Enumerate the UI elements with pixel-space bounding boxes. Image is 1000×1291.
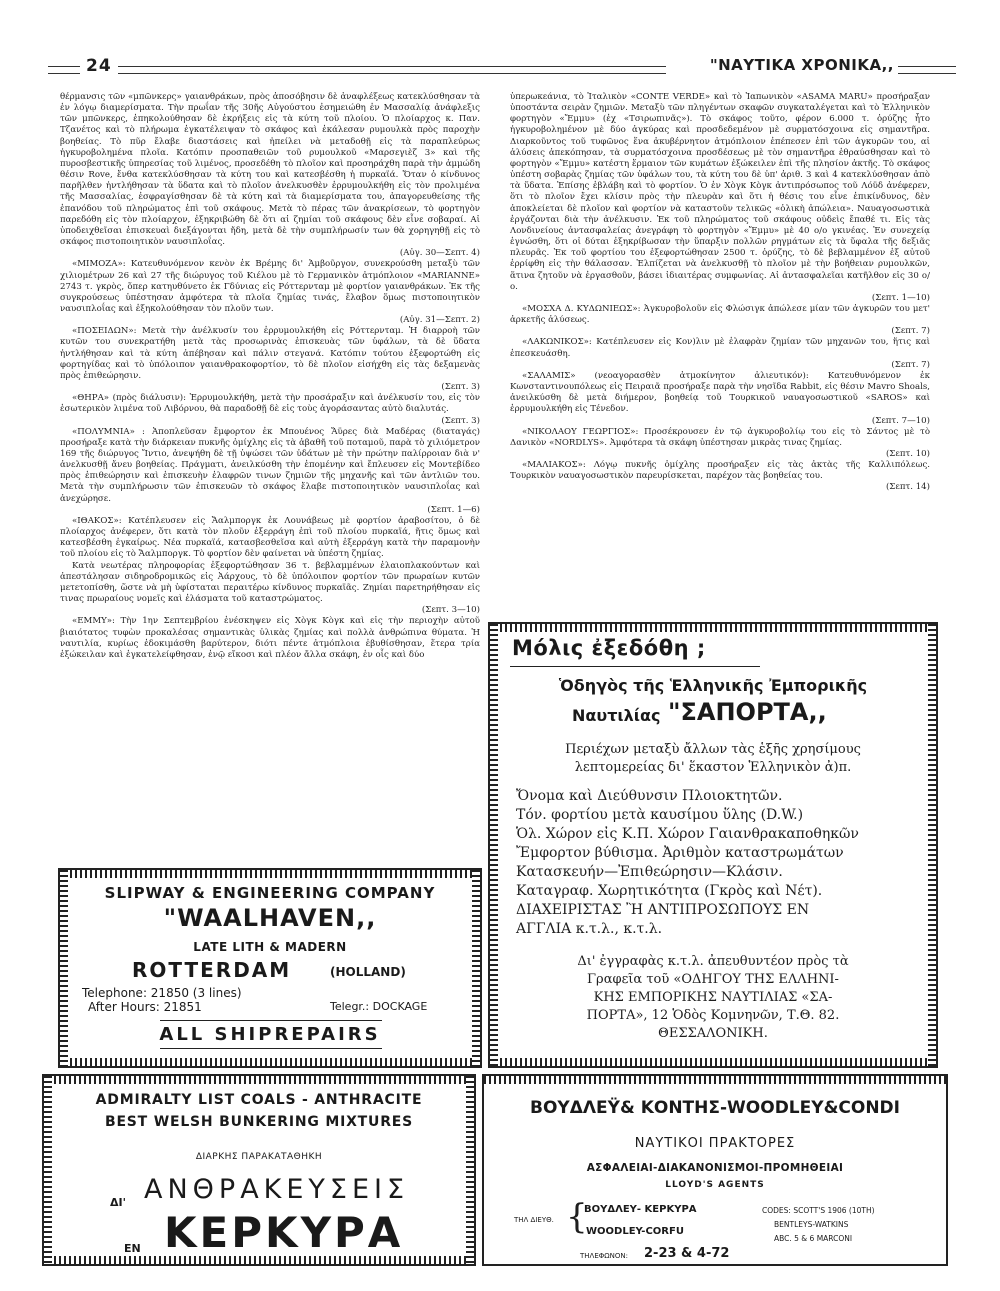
page-number: 24	[86, 56, 112, 76]
article-paragraph	[510, 460, 930, 493]
report-date: (Σεπτ. 7)	[891, 326, 930, 337]
paragraph-text: «ΙΘΑΚΟΣ»: Κατέπλευσεν εἰς Ἄαλμποργκ ἐκ Λουνάβεως μὲ φορτίον ἀραβοσίτου, ὁ δὲ πλοίαρχος ἀνέφερεν, ὅτι κατὰ τὸν πλοῦν ἐξερράγη ἐπὶ τοῦ πλοίου πυρκαϊά, ἥτις ὅμως καὶ κατεσβέσθη ἐγκαίρως. Νέα πυρκαϊά, κατασβεσθεῖσα καὶ αὐτὴ ἐξερράγη κατὰ τὴν παραμονὴν τοῦ πλοίου εἰς τὸ Ἄαλμποργκ. Τὸ φορτίον δὲν φαίνεται νὰ ὑπέστη ζημίας.	[60, 515, 480, 560]
saporta-title1: Ὁδηγὸς τῆς Ἑλληνικῆς Ἐμπορικῆς	[558, 676, 868, 695]
journal-title: "ΝΑΥΤΙΚΑ ΧΡΟΝΙΚΑ,,	[709, 56, 894, 74]
kerkyra-di: ΔΙ'	[110, 1196, 126, 1209]
article-paragraph	[510, 427, 930, 460]
saporta-item: ΔΙΑΧΕΙΡΙΣΤΑΣ Ἢ ΑΝΤΙΠΡΟΣΩΠΟΥΣ ΕΝ	[516, 902, 810, 918]
woodley-services: ΑΣΦΑΛΕΙΑΙ-ΔΙΑΚΑΝΟΝΙΣΜΟΙ-ΠΡΟΜΗΘΕΙΑΙ	[586, 1162, 844, 1174]
kerkyra-big2: ΚΕΡΚΥΡΑ	[164, 1208, 404, 1257]
paragraph-text: ὑπερωκεάνια, τὸ Ἰταλικὸν «CONTE VERDE» καὶ τὸ Ἰαπωνικὸν «ASAMA MARU» προσήραξαν ὑποστάντα σειρὰν ζημιῶν. Μεταξὺ τῶν πληγέντων σκαφῶν συγκαταλέγεται καὶ τὸ Ἑλληνικὸν φορτηγὸν «Ἔμμυ» (ἐχ «Τσιρωπινᾶς»). Τὸ σκάφος τοῦτο, φέρον 6.000 τ. ὀρύζης ἦτο ἠγκυροβολημένον μὲ δύο ἀγκύρας καὶ προσδεδεμένον μὲ συρματόσχοινα εἰς σημαντῆρα. Διαρκοῦντος τοῦ τυφῶνος ἕνα ἀκυβέρνητον ἀτμόπλοιον ἐπέπεσεν ἐπὶ τῶν ἀγκυρῶν του, αἱ ἁλύσεις ἀπεκόπησαν, τὰ συρματόσχοινα προσδέσεως μὲ τὸν σημαντῆρα ἐθραύσθησαν καὶ τὸ φορτηγὸν «Ἔμμυ» κατέστη ἕρμαιον τῶν κυμάτων ἐξώκειλεν ἐπὶ τῆς πλησίον ἀκτῆς. Τὸ σκάφος ὑπέστη σοβαρὰς ζημίας τῶν ὑφάλων του, τὰ κύτη του δὲ ὑπ' ἀριθ. 3 καὶ 4 κατεκλύσθησαν ἀπὸ τὰ ὕδατα. Ἐπίσης ἐβλάβη καὶ τὸ φορτίον. Ὁ ἐν Χὸγκ Κὸγκ ἀντιπρόσωπος τοῦ Λόϋδ ἀνέφερεν, ὅτι τὸ πλοῖον ἔχει κλίσιν πρὸς τὴν πλευρὰν καὶ ὅτι ἡ θέσις του εἶνε ἐπικίνδυνος, δὲν ἀποκλείεται δὲ πλοῖον καὶ φορτίον νὰ καταστοῦν τελικῶς «ὁλικὴ ἀπώλεια». Ναυαγοσωστικὰ ἐργάζονται διὰ τὴν ἀνέλκυσιν. Ἐκ τοῦ πληρώματος τοῦ σκάφους οὐδεὶς ἔπαθέ τι. Εἰς τὰς Λονδινείους ἀντασφαλείας ἀνεγράφη τὸ φορτηγὸν «Ἔμμυ» μὲ 40 ο/ο γκινέας. Ἐν συνεχείᾳ ἐγνώσθη, ὅτι οἱ δύται ἐξηκρίβωσαν τὴν ὕπαρξιν πολλῶν ρηγμάτων εἰς τὰ ὕφαλα τῆς δεξιᾶς πλευρᾶς. Ἐκ τοῦ φορτίου του ἐξεφορτώθησαν 2500 τ. ὀρύζης, τὸ δὲ βεβλαμμένον ἐξ αὐτοῦ ἐρρίφθη εἰς τὴν θάλασσαν. Ἐλπίζεται νὰ ἀνελκυσθῇ τὸ πλοῖον μὲ τὴν βοήθειαν ρυμουλκῶν, ἅτινα ζητοῦν νὰ ἐργασθοῦν, βάσει ἰδιαιτέρας συμφωνίας. Αἱ ἀντασφαλεῖαι κατῆλθον εἰς 30 ο/ο.	[510, 92, 930, 292]
waalhaven-city: ROTTERDAM	[132, 958, 292, 982]
saporta-closing-line: Δι' ἐγγραφὰς κ.τ.λ. ἀπευθυντέον πρὸς τὰ	[577, 954, 849, 969]
article-paragraph	[60, 326, 480, 393]
paragraph-text: «ΝΙΚΟΛΑΟΥ ΓΕΩΡΓΙΟΣ»: Προσέκρουσεν ἐν τῷ ἀγκυροβολίῳ του εἰς τὸ Σάντος μὲ τὸ Δανικὸν «NORDLYS». Ἀμφότερα τὰ σκάφη ὑπέστησαν μικρὰς τινας ζημίας.	[510, 426, 930, 448]
kerkyra-big1: ΑΝΘΡΑΚΕΥΣΕΙΣ	[144, 1174, 410, 1205]
paragraph-text: «ΠΟΛΥΜΝΙΑ» : Ἀποπλεῦσαν ἔμφορτον ἐκ Μπουένος Ἄϋρες διὰ Μαδέρας (διαταγάς) προσήραξε κατὰ τὴν διάρκειαν πυκνῆς ὁμίχλης εἰς τὰ ἀβαθῆ τοῦ ποταμοῦ, παρὰ τὸ χιλιόμετρον 169 τῆς διώρυγος Ἴντιο, ἀνεψήθη δὲ τῇ ὑψώσει τῶν ὑδάτων μὲ τὴν πρώτην παλίρροιαν διὰ ν' ἀνελκυσθῇ ἄνευ βοηθείας. Πράγματι, ἀνειλκύσθη τὴν ἑπομένην καὶ ἔπλευσεν εἰς Μοντεβίδεο πρὸς ἐπιθεώρησιν καὶ ἐπισκευὴν ἐλαφρῶν τινων ζημιῶν τῆς μηχανῆς καὶ τῶν ἀντλιῶν του. Μετὰ τὴν συμπλήρωσιν τῶν ἐπισκευῶν τὸ σκάφος ἔλαβε πιστοποιητικὸν ναυσιπλοΐας καὶ ἀνεχώρησε.	[60, 426, 480, 504]
paragraph-text: «ΜΙΜΟΖΑ»: Κατευθυνόμενον κενὸν ἐκ Βρέμης δι' Ἀμβοῦργον, συνεκρούσθη μεταξὺ τῶν χιλιομέτρων 26 καὶ 27 τῆς διώρυγος τοῦ Κιέλου μὲ τὸ Γερμανικὸν ἀτμόπλοιον «MARIANNE» 2743 τ. γκρὸς, ὅπερ κατηυθύνετο ἐκ Γδύνιας εἰς Ρόττερνταμ μὲ φορτίον γαιανθράκων. Ἐκ τῆς συγκρούσεως ὑπέστησαν ἀμφότερα τὰ πλοῖα ζημίας τινάς, ἔλαβον ὅμως πιστοποιητικὸν ναυσιπλοΐας καὶ ἐξηκολούθησαν τὸν πλοῦν των.	[60, 259, 480, 314]
paragraph-text: «ΣΑΛΑΜΙΣ» (νεοαγορασθὲν ἀτμοκίνητον ἁλιευτικόν): Κατευθυνόμενον ἐκ Κωνσταντινουπόλεως εἰς Πειραιᾶ προσήραξε παρὰ τὴν νησῖδα Rabbit, εἰς θέσιν Mavro Shoals, ἀνειλκύσθη δὲ μετὰ διήμερον, βοηθείᾳ τοῦ Τουρκικοῦ ναυαγοσωστικοῦ «SAROS» καὶ ἐρρυμουλκήθη εἰς Τένεδον.	[510, 370, 930, 415]
report-date: (Αὐγ. 30—Σεπτ. 4)	[399, 248, 480, 259]
paragraph-text: «ΘΗΡΑ» (πρὸς διάλυσιν): Ἐρρυμουλκήθη, μετὰ τὴν προσάραξιν καὶ ἀνέλκυσίν του, εἰς τὸν ἐσωτερικὸν λιμένα τοῦ Λιβόρνου, θὰ παραδοθῇ δὲ εἰς τοὺς ἀγοράσαντας αὐτὸ διαλυτάς.	[60, 393, 480, 415]
article-paragraph	[60, 92, 480, 259]
article-paragraph	[60, 393, 480, 426]
saporta-closing-line: ΘΕΣΣΑΛΟΝΙΚΗ.	[658, 1026, 768, 1041]
saporta-item: ΑΓΓΛΙΑ κ.τ.λ., κ.τ.λ.	[516, 921, 663, 937]
report-date: (Σεπτ. 7—10)	[871, 415, 930, 426]
report-date: (Σεπτ. 3—10)	[421, 605, 480, 616]
saporta-item: Κατασκευήν—Ἐπιθεώρησιν—Κλάσιν.	[516, 864, 783, 880]
report-date: (Σεπτ. 7)	[891, 359, 930, 370]
article-paragraph	[510, 304, 930, 337]
ad-woodley	[482, 1074, 948, 1266]
woodley-codes: CODES: SCOTT'S 1906 (10TH)	[762, 1206, 875, 1215]
woodley-phone-label: ΤΗΛΕΦΩΝΟΝ:	[580, 1252, 628, 1260]
saporta-headline-rule	[510, 666, 760, 667]
report-date: (Σεπτ. 10)	[885, 449, 930, 459]
saporta-item: Ὄνομα καὶ Διεύθυνσιν Πλοιοκτητῶν.	[516, 788, 783, 804]
waalhaven-divider	[160, 1020, 382, 1021]
report-date: (Σεπτ. 1—10)	[871, 292, 930, 303]
waalhaven-after-hours: After Hours: 21851	[88, 1000, 202, 1014]
saporta-closing-line: Γραφεῖα τοῦ «ΟΔΗΓΟΥ ΤΗΣ ΕΛΛΗΝΙ-	[587, 972, 839, 987]
woodley-subtitle: ΝΑΥΤΙΚΟΙ ΠΡΑΚΤΟΡΕΣ	[634, 1136, 796, 1151]
paragraph-text: θέρμανσις τῶν «μπῶνκερς» γαιανθράκων, πρὸς ἀποσόβησιν δὲ ἀναφλέξεως κατεκλύσθησαν τὰ ἐν λόγῳ διαμερίσματα. Τὴν πρωΐαν τῆς 30ῆς Αὐγούστου ἐσημειώθη ἐν Μασσαλίᾳ ἀνάφλεξις τῶν μπῶνκερς, ἐπηκολούθησαν δὲ ἐκρήξεις εἰς τὰ κύτη τοῦ πλοίου. Ὁ πλοίαρχος κ. Παν. Τζανέτος καὶ τὸ πλήρωμα ἐγκατέλειψαν τὸ σκάφος καὶ ἐκάλεσαν ρυμουλκὰ πρὸς παροχὴν βοηθείας. Τὸ πῦρ ἔλαβε διαστάσεις καὶ ἠπείλει νὰ μεταδοθῇ εἰς τὰ παραπλεύρως ἠγκυροβολημένα πλοῖα. Κατόπιν προσπαθειῶν τοῦ ρυμουλκοῦ «Μαρσεγιὲζ 3» καὶ τῆς πυροσβεστικῆς ὑπηρεσίας τοῦ λιμένος, προσεδέθη τὸ πλοῖον καὶ προσηράχθη παρὰ τὴν ἀμμώδη θέσιν Rove, ἔνθα κατεκλύσθησαν τὰ κύτη του καὶ κατεσβέσθη ἡ πυρκαϊά. Ὅταν ὁ κίνδυνος παρῆλθεν ἠντλήθησαν τὰ ὕδατα καὶ τὸ πλοῖον ἀνελκυσθὲν ἐρρυμουλκήθη εἰς τὸν προλιμένα τῆς Μασσαλίας, ἐσφραγίσθησαν δὲ τὰ κύτη καὶ τὰ διαμερίσματα του, ἀπαγορευθείσης τῆς ἐπανόδου τοῦ πληρώματος ἐπὶ τοῦ σκάφους. Μετὰ τὸ πέρας τῶν ἀνακρίσεων, τὸ φορτηγὸν παρεδόθη εἰς τὸν πλοίαρχον, ἐξηκριβώθη δὲ ὅτι αἱ ζημίαι τοῦ σκάφους δὲν εἶνε σοβαραί. Αἱ ὑποδειχθεῖσαι ἐπισκευαὶ διεξάγονται ἤδη, μετὰ δὲ τὴν συμπλήρωσίν των θὰ χορηγηθῇ εἰς τὸ σκάφος πιστοποιητικὸν ναυσιπλοΐας.	[60, 92, 480, 248]
paragraph-text: «ΜΑΛΙΑΚΟΣ»: Λόγῳ πυκνῆς ὁμίχλης προσήραξεν εἰς τὰς ἀκτὰς τῆς Καλλιπόλεως. Τουρκικὸν ναυαγοσωστικὸν παρευρίσκεται, παρέχον τὰς βοηθείας του.	[510, 460, 930, 482]
woodley-addr2: WOODLEY-CORFU	[586, 1226, 684, 1237]
woodley-codes2: BENTLEYS-WATKINS	[774, 1220, 849, 1229]
waalhaven-telephone: Telephone: 21850 (3 lines)	[82, 986, 242, 1000]
woodley-codes3: ABC. 5 & 6 MARCONI	[774, 1234, 853, 1243]
waalhaven-bottom: ALL SHIPREPAIRS	[159, 1024, 381, 1045]
waalhaven-line1: SLIPWAY & ENGINEERING COMPANY	[104, 884, 436, 902]
kerkyra-line3: ΔΙΑΡΚΗΣ ΠΑΡΑΚΑΤΑΘΗΚΗ	[195, 1152, 323, 1162]
ad-waalhaven	[58, 868, 482, 1068]
waalhaven-line3: LATE LITH & MADERN	[193, 940, 347, 954]
report-date: (Αὐγ. 31—Σεπτ. 2)	[399, 315, 480, 326]
article-paragraph	[510, 337, 930, 370]
woodley-title: ΒΟΥΔΛΕΫ& ΚΟΝΤΗΣ-WOODLEY&CONDI	[530, 1098, 900, 1118]
saporta-headline: Μόλις ἐξεδόθη ;	[512, 636, 706, 660]
saporta-intro1: Περιέχων μεταξὺ ἄλλων τὰς ἑξῆς χρησίμους	[565, 742, 861, 757]
report-date: (Σεπτ. 1—6)	[427, 504, 480, 515]
paragraph-text: «ΕΜΜΥ»: Τὴν 1ην Σεπτεμβρίου ἐνέσκηψεν εἰς Χὸγκ Κὸγκ καὶ εἰς τὴν περιοχὴν αὐτοῦ βιαιότατος τυφὼν προκαλέσας σημαντικὰς ὑλικὰς ζημίας καὶ πολλὰ ἀνθρώπινα θύματα. Ἡ ναυτιλία, κυρίως ἐδοκιμάσθη βαρύτερον, διότι πέντε ἀτμόπλοια ἐβυθίσθησαν, ἕτερα τρία ἐξώκειλαν καὶ ἐγκατελείφθησαν, ἐνῷ εἴκοσι καὶ πλέον ἄλλα σκάφη, ἐν οἷς καὶ δύο	[60, 616, 480, 660]
left-article-column	[60, 92, 480, 661]
saporta-item: Καταγραφ. Χωρητικότητα (Γκρὸς καὶ Νέτ).	[516, 883, 823, 899]
saporta-title2: Ναυτιλίας	[572, 706, 661, 725]
saporta-closing-line: ΚΗΣ ΕΜΠΟΡΙΚΗΣ ΝΑΥΤΙΛΙΑΣ «ΣΑ-	[593, 990, 833, 1005]
saporta-item: Ἔμφορτον βύθισμα. Ἀριθμὸν καταστρωμάτων	[516, 845, 844, 861]
woodley-addr1: ΒΟΥΔΛΕΥ- ΚΕΡΚΥΡΑ	[584, 1204, 697, 1215]
kerkyra-en: ΕΝ	[124, 1242, 141, 1255]
header-rule-right	[898, 66, 956, 74]
header-rule-middle	[118, 66, 666, 74]
woodley-tel-label: ΤΗΛ ΔΙΕΥΘ.	[514, 1216, 554, 1224]
waalhaven-name: "WAALHAVEN,,	[163, 904, 377, 932]
article-paragraph	[60, 427, 480, 516]
paragraph-text: «ΜΟΣΧΑ Δ. ΚΥΔΩΝΙΕΩΣ»: Ἀγκυροβολοῦν εἰς Φλώσιγκ ἀπώλεσε μίαν τῶν ἀγκυρῶν του μετ' ἀρκετῆς ἁλύσεως.	[510, 303, 930, 326]
paragraph-text: «ΛΑΚΩΝΙΚΟΣ»: Κατέπλευσεν εἰς Κον)λιν μὲ ἐλαφρὰν ζημίαν τῶν μηχανῶν του, ἥτις καὶ ἐπεσκευάσθη.	[510, 337, 930, 359]
paragraph-text: Κατὰ νεωτέρας πληροφορίας ἐξεφορτώθησαν 36 τ. βεβλαμμένων ἐλαιοπλακούντων καὶ ἀπεστάλησαν σιδηροδρομικῶς εἰς Ἀάρχους, τὸ δὲ ὑπόλοιπον φορτίον τῶν πρωραίων κυτῶν μετετοπίσθη, ὥστε νὰ μὴ ὑφίσταται περαιτέρω κίνδυνος πυρκαϊᾶς. Ζημίαι παρετηρήθησαν εἰς τινας πρωραίους νομεῖς καὶ ἐλάσματα τοῦ καταστρώματος.	[60, 560, 480, 605]
woodley-phones: 2-23 & 4-72	[644, 1246, 730, 1261]
ad-saporta	[488, 622, 938, 1068]
article-paragraph	[510, 371, 930, 427]
paragraph-text: «ΠΟΣΕΙΔΩΝ»: Μετὰ τὴν ἀνέλκυσίν του ἐρρυμουλκήθη εἰς Ρόττερνταμ. Ἡ διαρροὴ τῶν κυτῶν του συνεκρατήθη μετὰ τὰς προσωρινὰς ἐπισκευὰς τῶν ὑφάλων, τὰ δὲ ὕδατα ἠντλήθησαν καὶ τὰ κύτη ἀπέβησαν καὶ πάλιν στεγανά. Κατόπιν τούτου ἐξεφορτώθη εἰς φορτηγίδας καὶ τὸ ὑπόλοιπον γαιανθρακοφορτίον, τὸ δὲ πλοῖον εἰσήχθη εἰς τὰς δεξαμενὰς πρὸς ἐπιθεώρησιν.	[60, 326, 480, 381]
saporta-item: Ὁλ. Χώρον εἰς Κ.Π. Χώρον Γαιανθρακαποθηκῶν	[516, 826, 859, 842]
right-article-column	[510, 92, 930, 494]
article-paragraph	[60, 561, 480, 617]
article-paragraph	[60, 259, 480, 326]
header-rule-left	[48, 66, 80, 74]
woodley-lloyds: LLOYD'S AGENTS	[665, 1180, 765, 1190]
saporta-intro2: λεπτομερείας δι' ἕκαστον Ἑλληνικὸν ἀ)π.	[574, 760, 852, 775]
report-date: (Σεπτ. 3)	[441, 382, 480, 393]
saporta-item: Τόν. φορτίου μετὰ καυσίμου ὕλης (D.W.)	[516, 807, 804, 823]
saporta-title2-name: "ΣΑΠΟΡΤΑ,,	[668, 698, 827, 726]
kerkyra-line2: BEST WELSH BUNKERING MIXTURES	[104, 1114, 414, 1130]
ad-kerkyra	[42, 1074, 476, 1266]
article-paragraph	[60, 616, 480, 661]
report-date: (Σεπτ. 3)	[441, 415, 480, 426]
woodley-brace: {	[566, 1197, 588, 1237]
kerkyra-line1: ADMIRALTY LIST COALS - ANTHRACITE	[95, 1092, 423, 1108]
article-paragraph	[60, 516, 480, 561]
waalhaven-country: (HOLLAND)	[330, 965, 406, 979]
waalhaven-divider-2	[160, 1048, 382, 1049]
article-paragraph	[510, 92, 930, 304]
waalhaven-telegr: Telegr.: DOCKAGE	[330, 1000, 428, 1013]
saporta-closing-line: ΠΟΡΤΑ», 12 Ὁδὸς Κομνηνῶν, Τ.Θ. 82.	[586, 1008, 840, 1023]
report-date: (Σεπτ. 14)	[885, 482, 930, 493]
